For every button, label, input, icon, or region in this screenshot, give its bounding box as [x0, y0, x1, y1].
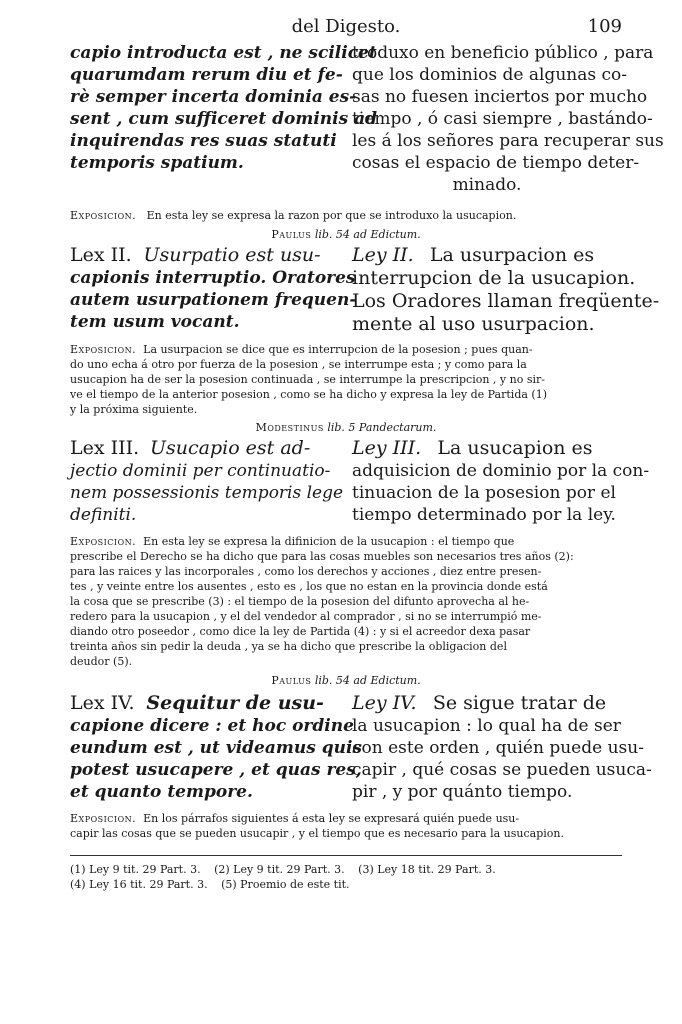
- page-number: 109: [587, 16, 622, 37]
- footnote: (2) Ley 9 tit. 29 Part. 3.: [214, 863, 345, 876]
- latin-line: nem possessionis temporis lege: [70, 483, 344, 503]
- spanish-line: capir , qué cosas se pueden usuca-: [352, 760, 652, 780]
- lex-4: [70, 692, 652, 803]
- footnote-divider: [70, 855, 622, 856]
- exposicion-text: do uno echa á otro por fuerza de la posesion , se interrumpe esta ; y como para la: [70, 358, 527, 371]
- latin-column: [70, 42, 378, 196]
- ley-heading: Ley II.: [352, 244, 414, 266]
- exposicion-text: usucapion ha de ser la posesion continuada , se interrumpe la prescripcion , y no sir-: [70, 373, 545, 386]
- spanish-line: que los dominios de algunas co-: [352, 65, 627, 85]
- spanish-column: [352, 692, 652, 803]
- page: [70, 12, 664, 892]
- latin-line: eundum est , ut videamus quis: [70, 738, 362, 758]
- exposicion-2: [70, 342, 622, 417]
- latin-line: temporis spatium.: [70, 153, 244, 173]
- exposicion-4: [70, 811, 622, 841]
- latin-line: capione dicere : et hoc ordine: [70, 716, 354, 736]
- footnote: (5) Proemio de este tit.: [221, 878, 350, 891]
- spanish-line: mente al uso usurpacion.: [352, 313, 595, 335]
- latin-line: Usurpatio est usu-: [143, 244, 321, 266]
- latin-line: jectio dominii per continuatio-: [70, 461, 331, 481]
- running-header: [70, 12, 622, 42]
- exposicion-text: treinta años sin pedir la deuda , ya se ha dicho que prescribe la obligacion del: [70, 640, 507, 653]
- lex-2: [70, 244, 660, 336]
- exposicion-text: diando otro poseedor , como dice la ley de Partida (4) : y si el acreedor dexa pasar: [70, 625, 531, 638]
- lex-heading: Lex II.: [70, 244, 132, 266]
- latin-line: capio introducta est , ne scilicet: [70, 43, 377, 63]
- spanish-line: sas no fuesen inciertos por mucho: [352, 87, 648, 107]
- spanish-line: Los Oradores llaman freqüente-: [352, 290, 660, 312]
- lex-3: [70, 437, 650, 526]
- exposicion-text: En esta ley se expresa la difinicion de la usucapion : el tiempo que: [143, 535, 515, 548]
- exposicion-text: deudor (5).: [70, 655, 133, 668]
- latin-line: sent , cum sufficeret dominis ad: [70, 109, 378, 129]
- exposicion-text: tes , y veinte entre los ausentes , esto es , los que no estan en la provincia donde está: [70, 580, 548, 593]
- spanish-line: la usucapion : lo qual ha de ser: [352, 716, 621, 736]
- spanish-column: [352, 437, 650, 526]
- lex-heading: Lex IV.: [70, 692, 135, 714]
- exposicion-text: En los párrafos siguientes á esta ley se expresará quién puede usu-: [143, 812, 520, 825]
- latin-line: autem usurpationem frequen-: [70, 290, 357, 310]
- author-name: Paulus: [271, 228, 312, 241]
- exposicion-tag: Exposicion.: [70, 812, 137, 825]
- latin-column: [70, 437, 344, 526]
- spanish-line: con este orden , quién puede usu-: [352, 738, 644, 758]
- spanish-line: adquisicion de dominio por la con-: [352, 461, 650, 481]
- exposicion-tag: Exposicion.: [70, 535, 137, 548]
- spanish-column: [352, 42, 664, 196]
- exposicion-text: En esta ley se expresa la razon por que se introduxo la usucapion.: [146, 209, 517, 222]
- latin-line: potest usucapere , et quas res,: [70, 760, 362, 780]
- ley-heading: Ley IV.: [352, 692, 417, 714]
- latin-column: [70, 692, 362, 803]
- footnote: (4) Ley 16 tit. 29 Part. 3.: [70, 878, 208, 891]
- spanish-column: [352, 244, 660, 336]
- spanish-line: pir , y por quánto tiempo.: [352, 782, 573, 802]
- exposicion-text: capir las cosas que se pueden usucapir , y el tiempo que es necesario para la usucapion.: [70, 827, 564, 840]
- exposicion-text: para las raices y las incorporales , como los derechos y acciones , diez entre presen-: [70, 565, 542, 578]
- spanish-line: minado.: [452, 175, 522, 195]
- spanish-line: tinuacion de la posesion por el: [352, 483, 616, 503]
- exposicion-text: La usurpacion se dice que es interrupcion de la posesion ; pues quan-: [143, 343, 533, 356]
- latin-line: definiti.: [70, 505, 137, 525]
- footnote: (1) Ley 9 tit. 29 Part. 3.: [70, 863, 201, 876]
- spanish-line: troduxo en beneficio público , para: [352, 43, 654, 63]
- author-ref: lib. 54 ad Edictum.: [314, 228, 421, 241]
- latin-line: quarumdam rerum diu et fe-: [70, 65, 343, 85]
- author-ref: lib. 5 Pandectarum.: [327, 421, 437, 434]
- spanish-line: La usurpacion es: [429, 244, 595, 266]
- exposicion-tag: Exposicion.: [70, 343, 137, 356]
- author-ref: lib. 54 ad Edictum.: [314, 674, 421, 687]
- latin-line: inquirendas res suas statuti: [70, 131, 337, 151]
- latin-line: Usucapio est ad-: [149, 437, 311, 459]
- exposicion-text: redero para la usucapion , y el del vendedor al comprador , si no se interrumpió me-: [70, 610, 542, 623]
- exposicion-text: prescribe el Derecho se ha dicho que para las cosas muebles son necesarios tres años (2):: [70, 550, 574, 563]
- continuation-block: [70, 42, 664, 196]
- latin-line: Sequitur de usu-: [146, 692, 324, 714]
- exposicion-text: la cosa que se prescribe (3) : el tiempo de la posesion del difunto aprovecha al he-: [70, 595, 530, 608]
- spanish-line: cosas el espacio de tiempo deter-: [352, 153, 640, 173]
- exposicion-1: [70, 208, 622, 223]
- spanish-line: les á los señores para recuperar sus: [352, 131, 664, 151]
- latin-line: et quanto tempore.: [70, 782, 253, 802]
- spanish-line: tiempo , ó casi siempre , bastándo-: [352, 109, 653, 129]
- latin-line: capionis interruptio. Oratores: [70, 268, 356, 288]
- footnotes: [70, 862, 622, 892]
- attribution-3: [70, 673, 622, 688]
- author-name: Paulus: [271, 674, 312, 687]
- exposicion-tag: Exposicion.: [70, 209, 137, 222]
- exposicion-3: [70, 534, 622, 669]
- spanish-line: tiempo determinado por la ley.: [352, 505, 616, 525]
- exposicion-text: y la próxima siguiente.: [70, 403, 198, 416]
- spanish-line: La usucapion es: [437, 437, 593, 459]
- latin-column: [70, 244, 357, 336]
- exposicion-text: ve el tiempo de la anterior posesion , como se ha dicho y expresa la ley de Partida (1): [70, 388, 547, 401]
- lex-heading: Lex III.: [70, 437, 140, 459]
- spanish-line: Se sigue tratar de: [432, 692, 607, 714]
- author-name: Modestinus: [255, 421, 324, 434]
- running-title: del Digesto.: [291, 16, 401, 37]
- ley-heading: Ley III.: [352, 437, 422, 459]
- attribution-2: [70, 420, 622, 435]
- spanish-line: interrupcion de la usucapion.: [352, 267, 636, 289]
- footnote: (3) Ley 18 tit. 29 Part. 3.: [358, 863, 496, 876]
- latin-line: rè semper incerta dominia es-: [70, 87, 357, 107]
- attribution-1: [70, 227, 622, 242]
- latin-line: tem usum vocant.: [70, 312, 240, 332]
